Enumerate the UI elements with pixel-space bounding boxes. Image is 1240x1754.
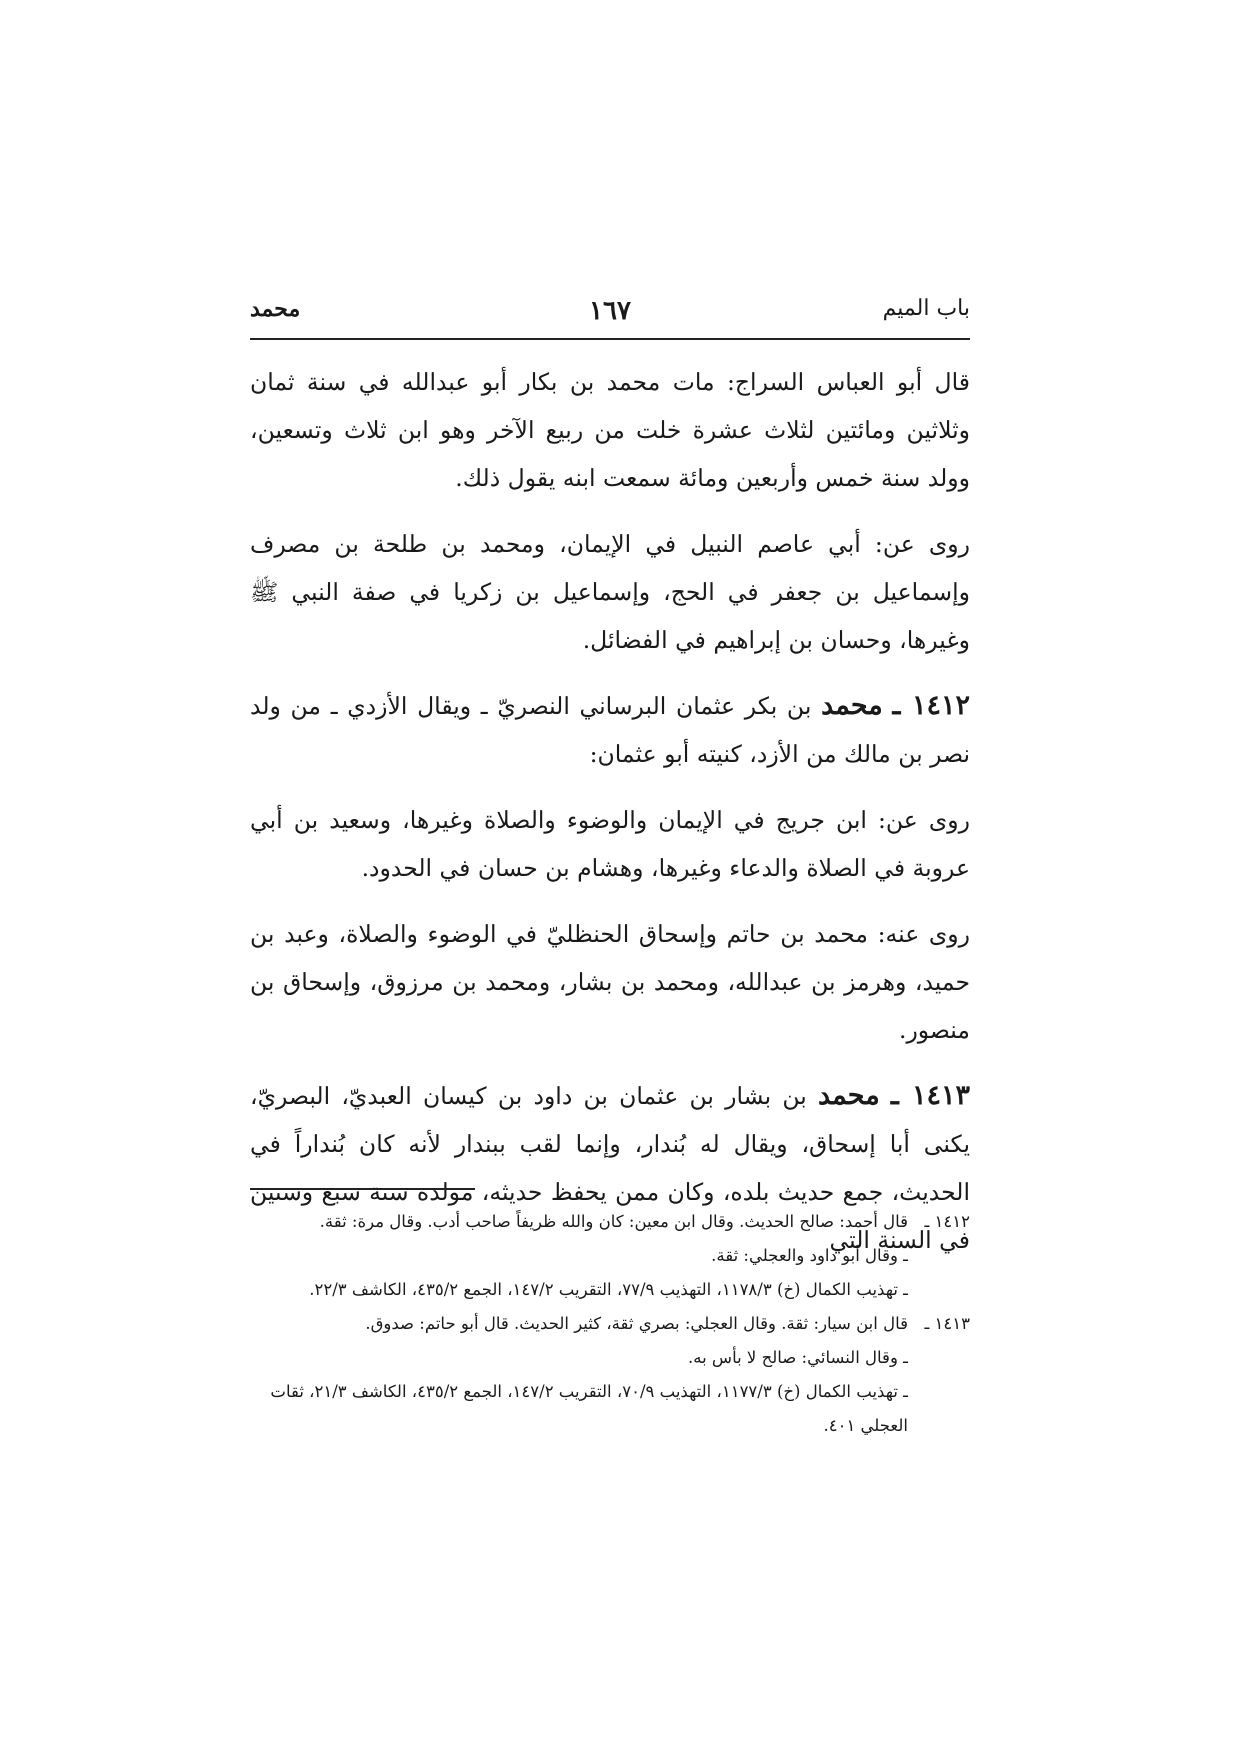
page (250, 290, 970, 1282)
footnote-divider (250, 1188, 475, 1190)
footnote-line: ـ تهذيب الكمال (خ) ١١٧٨/٣، التهذيب ٧٧/٩، التقريب ١٤٧/٢، الجمع ٤٣٥/٢، الكاشف ٢٢/٣. (309, 1280, 908, 1299)
page-number: ١٦٧ (589, 296, 631, 326)
footnotes (250, 1205, 970, 1443)
footnote-line: ـ وقال النسائي: صالح لا بأس به. (688, 1348, 908, 1367)
entry-name: محمد (818, 1080, 880, 1111)
paragraph: قال أبو العباس السراج: مات محمد بن بكار أبو عبدالله في سنة ثمان وثلاثين ومائتين لثلاث عشرة خلت من ربيع الآخر وهو ابن ثلاث وتسعين، وولد سنة خمس وأربعين ومائة سمعت ابنه يقول ذلك. (250, 368, 970, 492)
footnote-number: ١٤١٢ ـ (924, 1212, 970, 1231)
footnote-number: ١٤١٣ ـ (924, 1314, 970, 1333)
footnote-1412 (250, 1205, 970, 1307)
running-head: محمد (250, 296, 301, 322)
footnote-line: ـ وقال أبو داود والعجلي: ثقة. (711, 1246, 908, 1265)
entry-number: ١٤١٢ ـ (892, 690, 970, 721)
entry-text: بن بشار بن عثمان بن داود بن كيسان العبديّ، البصريّ، يكنى أبا إسحاق، ويقال له بُندار، وإنما لقب ببندار لأنه كان بُنداراً في الحديث، جمع حديث بلده، وكان ممن يحفظ حديثه، مولده سنة سبع وستين في السنة التي (250, 1082, 970, 1254)
narrated-by: روى عنه: محمد بن حاتم وإسحاق الحنظليّ في الوضوء والصلاة، وعبد بن حميد، وهرمز بن عبدالله، ومحمد بن بشار، ومحمد بن مرزوق، وإسحاق بن منصور. (250, 920, 970, 1044)
paragraph: روى عن: أبي عاصم النبيل في الإيمان، ومحمد بن طلحة بن مصرف وإسماعيل بن جعفر في الحج، وإسماعيل بن زكريا في صفة النبي ﷺ وغيرها، وحسان بن إبراهيم في الفضائل. (250, 530, 970, 654)
entry-text: بن بكر عثمان البرساني النصريّ ـ ويقال الأزدي ـ من ولد نصر بن مالك من الأزد، كنيته أبو عثمان: (250, 692, 970, 768)
entry-name: محمد (821, 690, 883, 721)
entry-number: ١٤١٣ ـ (890, 1080, 970, 1111)
main-text (250, 358, 970, 1264)
entry-1412-heading (250, 682, 970, 778)
footnote-line: قال أحمد: صالح الحديث. وقال ابن معين: كان والله ظريفاً صاحب أدب. وقال مرة: ثقة. (319, 1212, 908, 1231)
narrated-from: روى عن: ابن جريج في الإيمان والوضوء والصلاة وغيرها، وسعيد بن أبي عروبة في الصلاة والدعاء وغيرها، وهشام بن حسان في الحدود. (250, 806, 970, 882)
footnote-line: ـ تهذيب الكمال (خ) ١١٧٧/٣، التهذيب ٧٠/٩، التقريب ١٤٧/٢، الجمع ٤٣٥/٢، الكاشف ٢١/٣، ثقات العجلي ٤٠١. (270, 1382, 908, 1435)
page-header (250, 290, 970, 340)
footnote-line: قال ابن سيار: ثقة. وقال العجلي: بصري ثقة، كثير الحديث. قال أبو حاتم: صدوق. (365, 1314, 908, 1333)
section-title: باب الميم (882, 296, 970, 321)
footnote-1413 (250, 1307, 970, 1443)
